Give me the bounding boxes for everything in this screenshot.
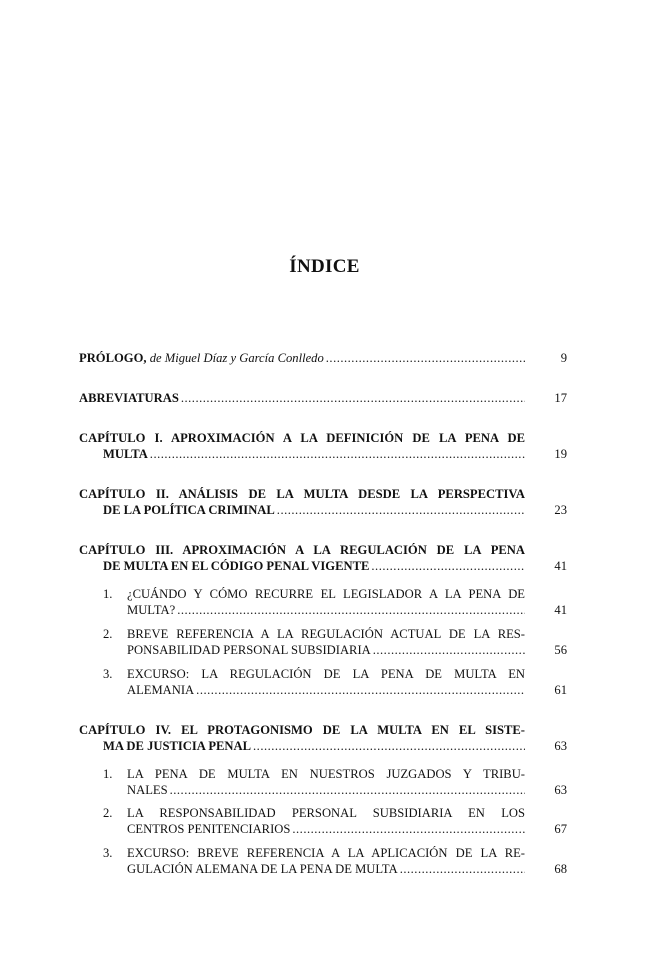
leader-dots: [253, 738, 525, 754]
toc-subentry-4-3[interactable]: [103, 845, 567, 877]
toc-entry-title-line1: CAPÍTULO IV. EL PROTAGONISMO DE LA MULTA EN EL SISTE-: [79, 723, 525, 737]
toc-entry-label: ABREVIATURAS: [79, 391, 179, 405]
toc-entry-title-line2: CENTROS PENITENCIARIOS: [127, 822, 291, 836]
toc-page-number: 68: [554, 862, 567, 876]
toc-entry-title-line2: ALEMANIA: [127, 683, 195, 697]
toc-page-number: 67: [554, 822, 567, 836]
toc-page-number: 63: [554, 783, 567, 797]
toc-page-number: 17: [554, 391, 567, 405]
toc-page-number: 9: [560, 351, 567, 365]
leader-dots: [400, 861, 525, 877]
toc-subentry-number: 3.: [103, 846, 113, 860]
leader-dots: [177, 602, 525, 618]
toc-entry-title-line1: CAPÍTULO II. ANÁLISIS DE LA MULTA DESDE LA PERSPECTIVA: [79, 487, 525, 501]
toc-entry-title-line1: EXCURSO: BREVE REFERENCIA A LA APLICACIÓN DE LA RE-: [127, 846, 525, 860]
leader-dots: [170, 782, 525, 798]
toc-entry-title-line2: MULTA: [103, 447, 148, 461]
toc-entry-title-line1: LA RESPONSABILIDAD PERSONAL SUBSIDIARIA EN LOS: [127, 806, 525, 820]
toc-entry-title-line1: CAPÍTULO I. APROXIMACIÓN A LA DEFINICIÓN DE LA PENA DE: [79, 431, 525, 445]
toc-entry-title-line1: LA PENA DE MULTA EN NUESTROS JUZGADOS Y TRIBU-: [127, 767, 525, 781]
toc-entry-title-line1: ¿CUÁNDO Y CÓMO RECURRE EL LEGISLADOR A LA PENA DE: [127, 587, 525, 601]
toc-subentry-3-1[interactable]: [103, 586, 567, 618]
leader-dots: [292, 821, 525, 837]
toc-subentry-4-2[interactable]: [103, 805, 567, 837]
leader-dots: [373, 642, 525, 658]
toc-entry-capitulo-3[interactable]: [79, 542, 567, 574]
toc-entry-title-line2: PONSABILIDAD PERSONAL SUBSIDIARIA: [127, 643, 371, 657]
toc-entry-title-line2: MA DE JUSTICIA PENAL: [103, 739, 252, 753]
leader-dots: [277, 502, 525, 518]
toc-subentry-number: 2.: [103, 806, 113, 820]
toc-subentry-3-3[interactable]: [103, 666, 567, 698]
leader-dots: [150, 446, 525, 462]
toc-page-number: 63: [554, 739, 567, 753]
toc-subentry-number: 1.: [103, 767, 113, 781]
toc-subentry-3-2[interactable]: [103, 626, 567, 658]
toc-page-number: 61: [554, 683, 567, 697]
leader-dots: [371, 558, 525, 574]
toc-subentry-number: 1.: [103, 587, 113, 601]
toc-entry-author: de Miguel Díaz y García Conlledo: [149, 351, 324, 365]
page-title: ÍNDICE: [289, 256, 360, 277]
leader-dots: [196, 682, 525, 698]
leader-dots: [326, 350, 525, 366]
toc-entry-title-line2: DE LA POLÍTICA CRIMINAL: [103, 503, 275, 517]
leader-dots: [181, 390, 525, 406]
toc-entry-capitulo-1[interactable]: [79, 430, 567, 462]
toc-page-number: 41: [554, 559, 567, 573]
toc-entry-title-line2: MULTA?: [127, 603, 176, 617]
toc-entry-capitulo-2[interactable]: [79, 486, 567, 518]
toc-entry-title-line2: DE MULTA EN EL CÓDIGO PENAL VIGENTE: [103, 559, 370, 573]
toc-entry-prologo[interactable]: [79, 350, 567, 366]
toc-page-number: 56: [554, 643, 567, 657]
toc-entry-title-line1: BREVE REFERENCIA A LA REGULACIÓN ACTUAL DE LA RES-: [127, 627, 525, 641]
toc-entry-label: PRÓLOGO,: [79, 351, 147, 365]
toc-entry-capitulo-4[interactable]: [79, 722, 567, 754]
toc-entry-title-line1: EXCURSO: LA REGULACIÓN DE LA PENA DE MULTA EN: [127, 667, 525, 681]
toc-entry-abreviaturas[interactable]: [79, 390, 567, 406]
toc-page-number: 19: [554, 447, 567, 461]
toc-page-number: 41: [554, 603, 567, 617]
toc-subentry-4-1[interactable]: [103, 766, 567, 798]
toc-subentry-number: 3.: [103, 667, 113, 681]
toc-entry-title-line2: NALES: [127, 783, 168, 797]
toc-entry-title-line2: GULACIÓN ALEMANA DE LA PENA DE MULTA: [127, 862, 398, 876]
toc-page-number: 23: [554, 503, 567, 517]
toc-entry-title-line1: CAPÍTULO III. APROXIMACIÓN A LA REGULACIÓN DE LA PENA: [79, 543, 525, 557]
toc-subentry-number: 2.: [103, 627, 113, 641]
